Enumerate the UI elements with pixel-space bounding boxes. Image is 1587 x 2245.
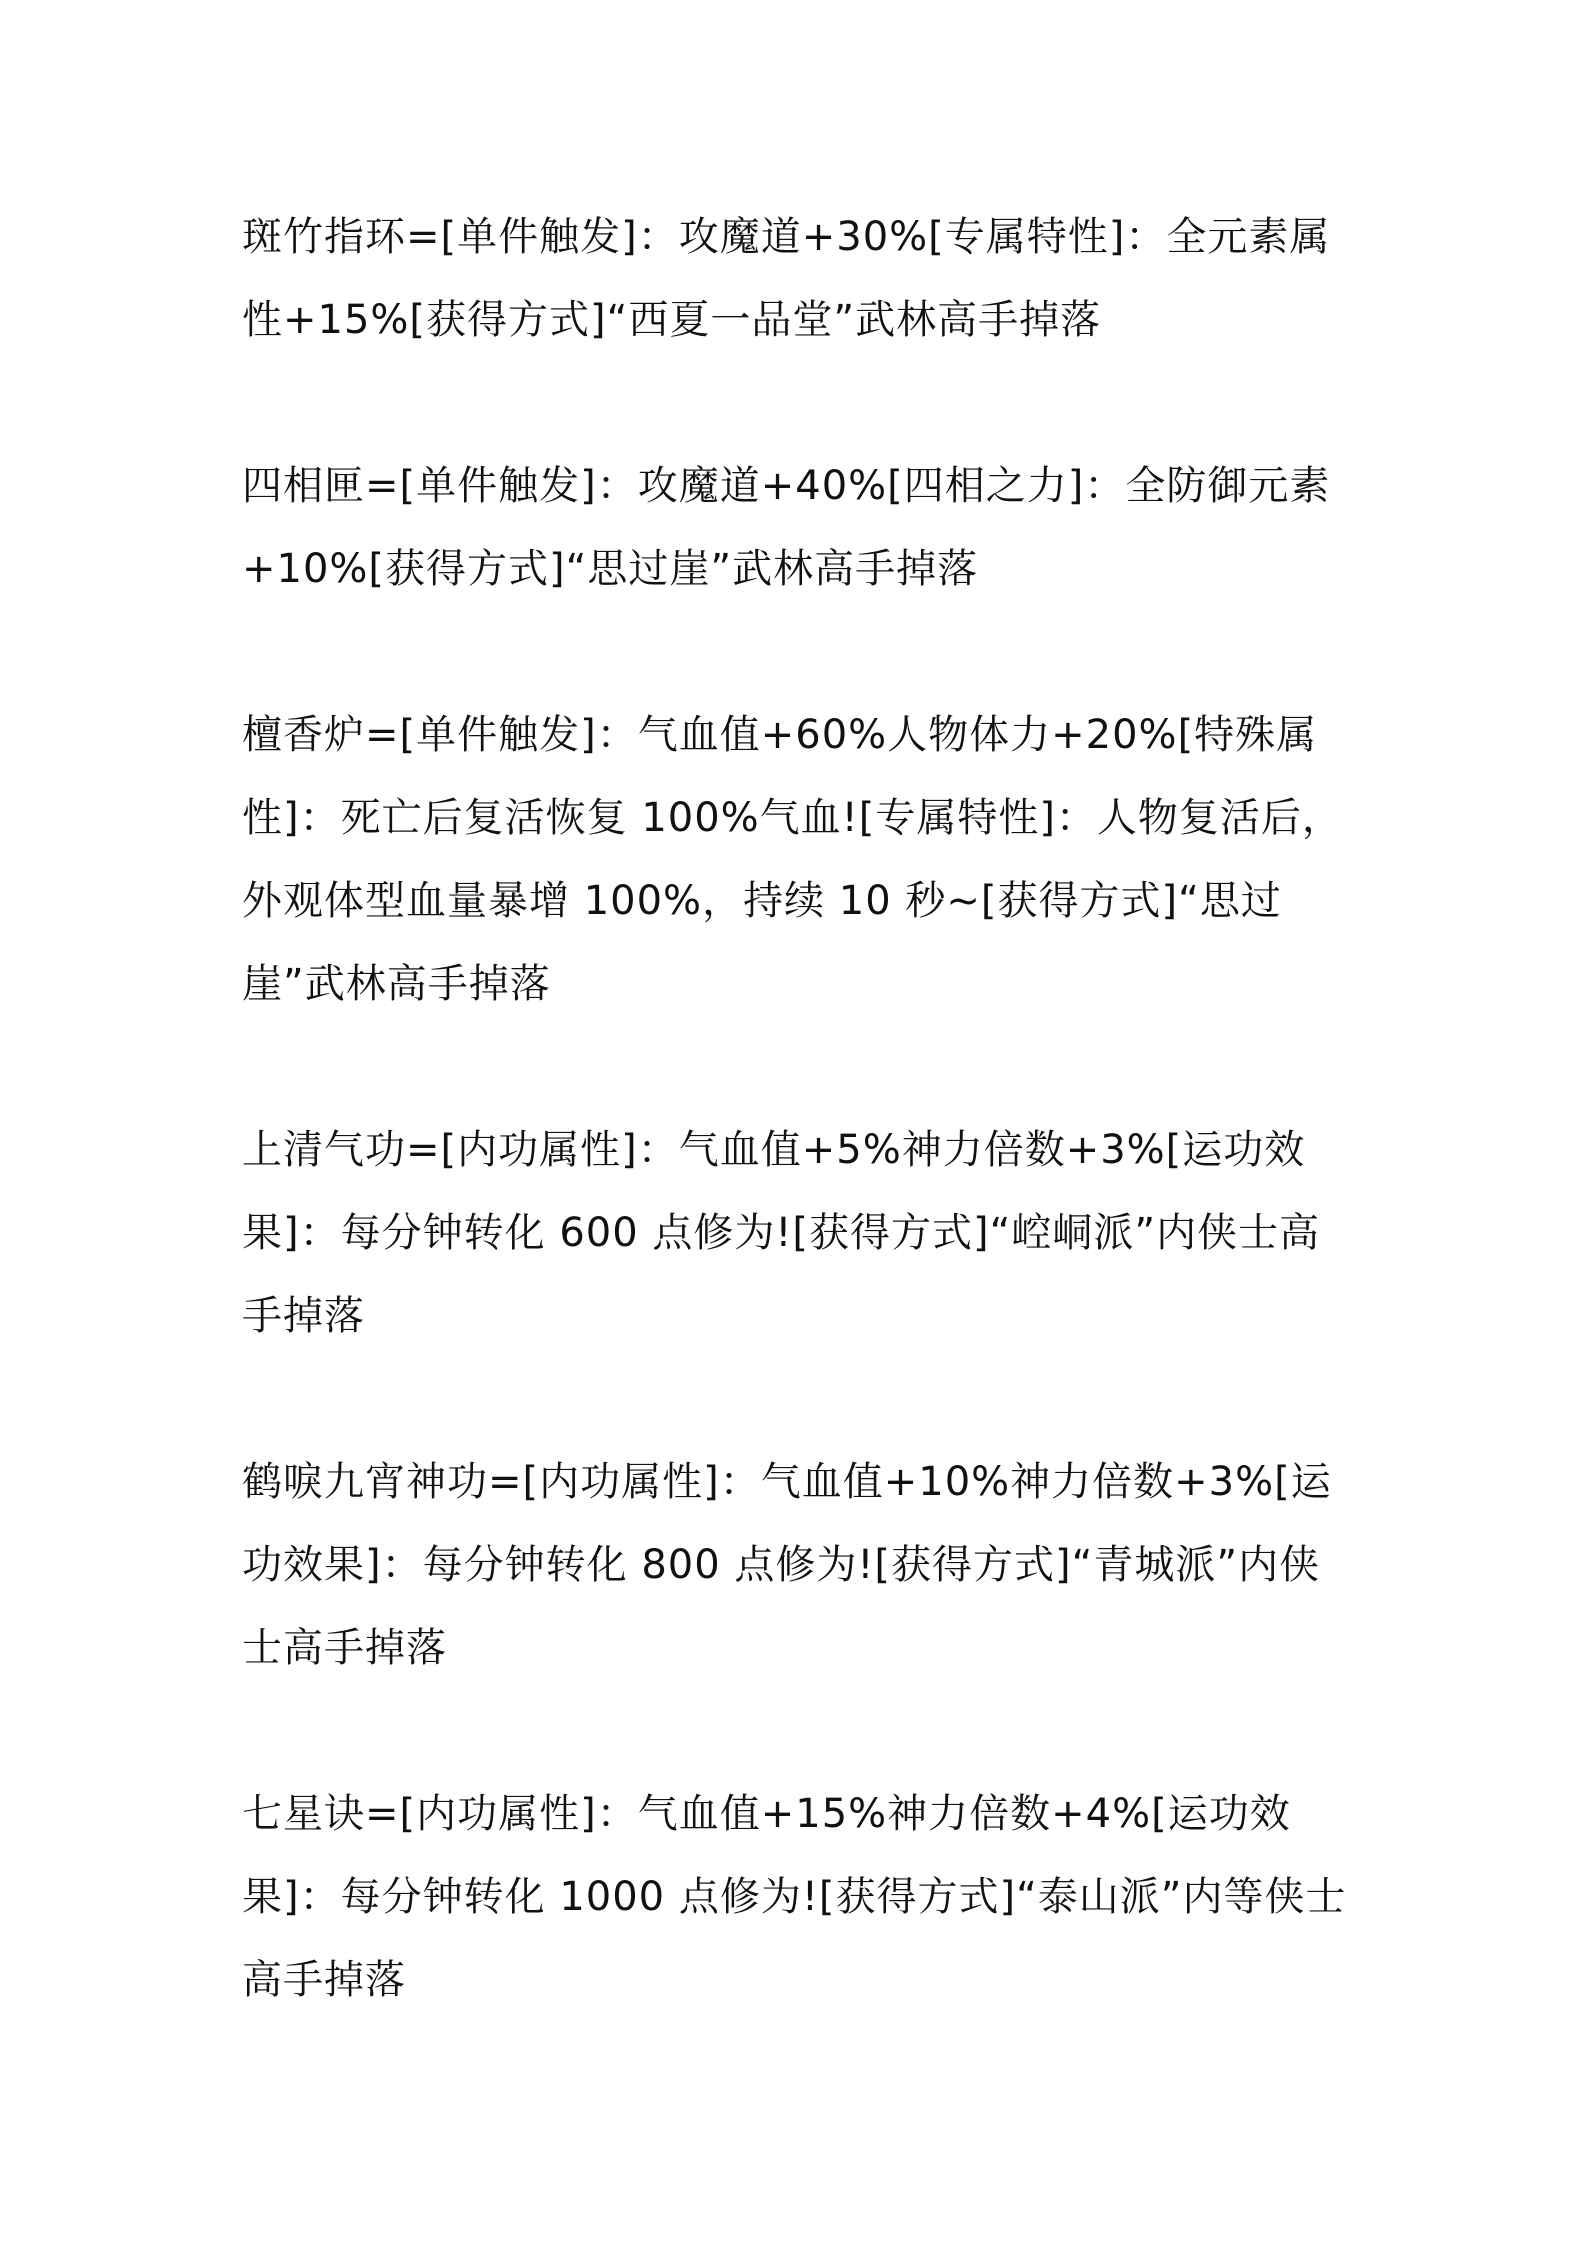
- item-entry-banzhu-ring: 斑竹指环=[单件触发]：攻魔道+30%[专属特性]：全元素属性+15%[获得方式]“西夏一品堂”武林高手掉落: [242, 214, 1331, 343]
- item-entry-sixiang-box: 四相匣=[单件触发]：攻魔道+40%[四相之力]：全防御元素+10%[获得方式]“思过崖”武林高手掉落: [242, 463, 1331, 592]
- item-entry-qixing-jue: 七星诀=[内功属性]：气血值+15%神力倍数+4%[运功效果]：每分钟转化 1000 点修为![获得方式]“泰山派”内等侠士高手掉落: [242, 1791, 1347, 2003]
- document-body: [242, 196, 1352, 2105]
- item-entry-shangqing-qigong: 上清气功=[内功属性]：气血值+5%神力倍数+3%[运功效果]：每分钟转化 600 点修为![获得方式]“崆峒派”内侠士高手掉落: [242, 1127, 1321, 1339]
- item-entry-tanxiang-censer: 檀香炉=[单件触发]：气血值+60%人物体力+20%[特殊属性]：死亡后复活恢复 100%气血![专属特性]：人物复活后，外观体型血量暴增 100%，持续 10 秒~[获得方式]“思过崖”武林高手掉落: [242, 712, 1343, 1007]
- item-entry-heli-jiuxiao-shengong: 鹤唳九宵神功=[内功属性]：气血值+10%神力倍数+3%[运功效果]：每分钟转化 800 点修为![获得方式]“青城派”内侠士高手掉落: [242, 1459, 1332, 1671]
